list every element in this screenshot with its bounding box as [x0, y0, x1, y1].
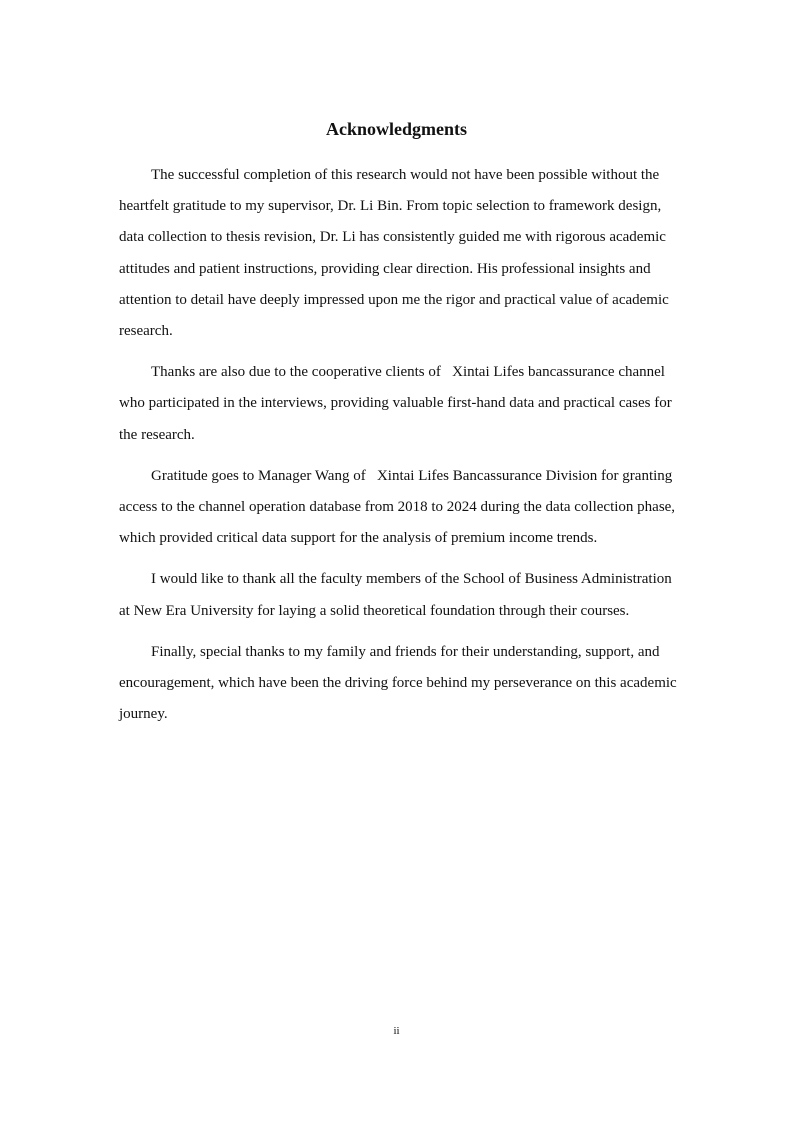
paragraph-clients: Thanks are also due to the cooperative clients of Xintai Lifes bancassurance channel who participated in the interviews, providing valuable first-hand data and practical cases for the research.: [119, 364, 672, 443]
page-number: ii: [393, 1025, 400, 1037]
paragraph-faculty: I would like to thank all the faculty members of the School of Business Administration at New Era University for laying a solid theoretical foundation through their courses.: [119, 571, 672, 619]
page-title: Acknowledgments: [325, 119, 467, 140]
paragraph-manager: Gratitude goes to Manager Wang of Xintai Lifes Bancassurance Division for granting access to the channel operation database from 2018 to 2024 during the data collection phase, which provided critical data support for the analysis of premium income trends.: [119, 467, 676, 547]
paragraph-family: Finally, special thanks to my family and friends for their understanding, support, and encouragement, which have been the driving force behind my perseverance on this academic journey.: [119, 643, 677, 723]
acknowledgments-body: [119, 160, 679, 740]
paragraph-supervisor: The successful completion of this research would not have been possible without the heartfelt gratitude to my supervisor, Dr. Li Bin. From topic selection to framework design, data collection to thesis revision, Dr. Li has consistently guided me with rigorous academic attitudes and patient instructions, providing clear direction. His professional insights and attention to detail have deeply impressed upon me the rigor and practical value of academic research.: [119, 167, 669, 340]
